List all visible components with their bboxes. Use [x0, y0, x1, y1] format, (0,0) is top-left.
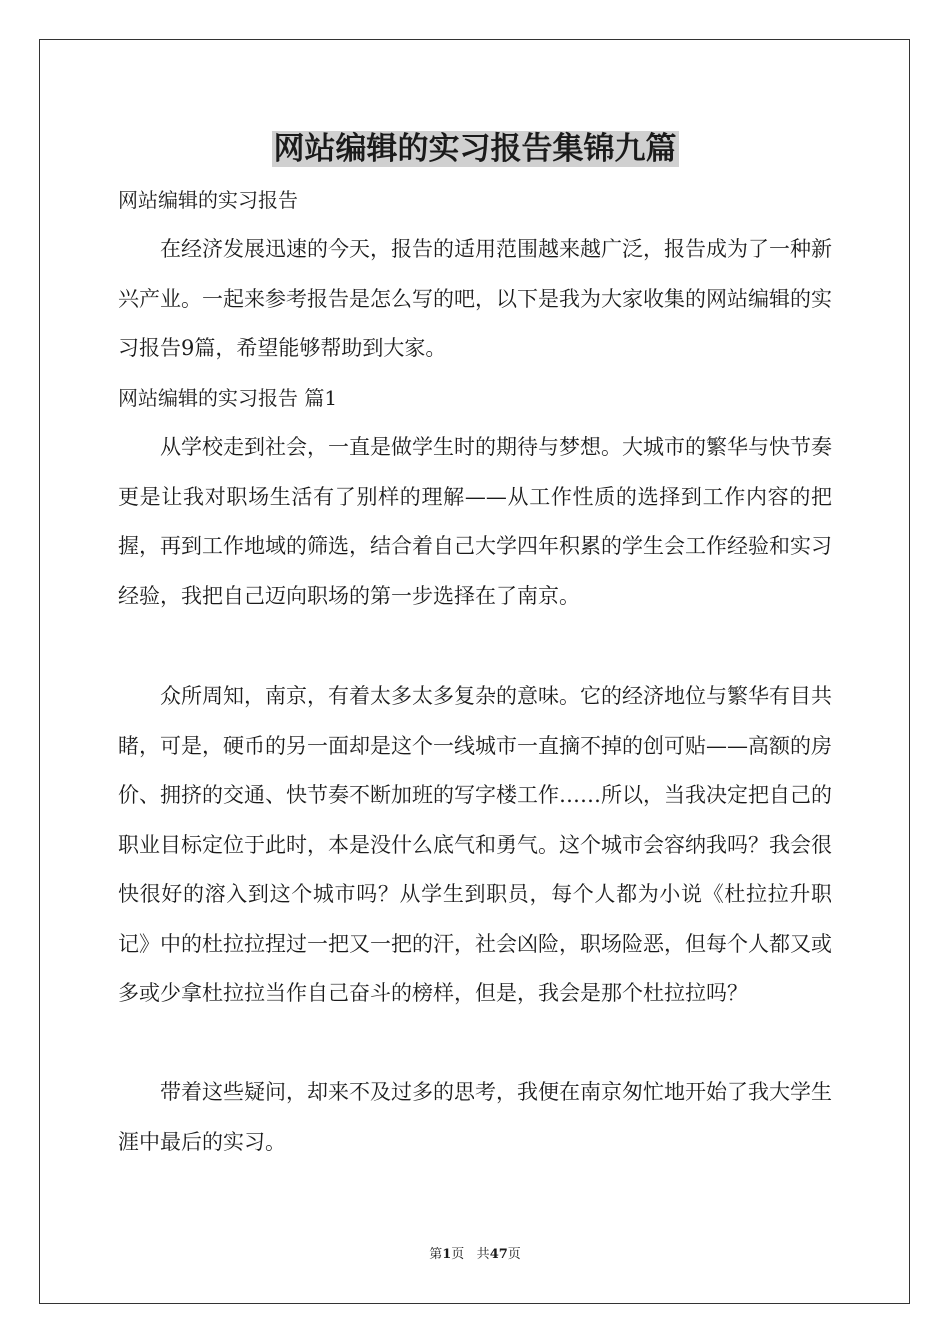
section-heading: 网站编辑的实习报告 篇1 [118, 386, 338, 410]
body-paragraph-1: 从学校走到社会，一直是做学生时的期待与梦想。大城市的繁华与快节奏更是让我对职场生活有了别样的理解——从工作性质的选择到工作内容的把握，再到工作地域的筛选，结合着自己大学四年积累的学生会工作经验和实习经验，我把自己迈向职场的第一步选择在了南京。 [118, 435, 832, 608]
intro-paragraph: 在经济发展迅速的今天，报告的适用范围越来越广泛，报告成为了一种新兴产业。一起来参考报告是怎么写的吧，以下是我为大家收集的网站编辑的实习报告9篇，希望能够帮助到大家。 [118, 237, 832, 360]
footer-total-pages: 47 [489, 1247, 508, 1262]
document-title [0, 127, 950, 171]
document-title-text: 网站编辑的实习报告集锦九篇 [273, 131, 677, 167]
document-subtitle: 网站编辑的实习报告 [118, 188, 298, 212]
footer-page-prefix: 第 [429, 1247, 443, 1262]
footer-total-suffix: 页 [507, 1247, 521, 1262]
footer-page-suffix: 页 [451, 1247, 465, 1262]
page-footer [0, 1246, 950, 1264]
body-paragraph-2: 众所周知，南京，有着太多太多复杂的意味。它的经济地位与繁华有目共睹，可是，硬币的另一面却是这个一线城市一直摘不掉的创可贴——高额的房价、拥挤的交通、快节奏不断加班的写字楼工作……所以，当我决定把自己的职业目标定位于此时，本是没什么底气和勇气。这个城市会容纳我吗？我会很快很好的溶入到这个城市吗？从学生到职员，每个人都为小说《杜拉拉升职记》中的杜拉拉捏过一把又一把的汗，社会凶险，职场险恶，但每个人都又或多或少拿杜拉拉当作自己奋斗的榜样，但是，我会是那个杜拉拉吗？ [118, 684, 832, 1005]
footer-total-prefix: 共 [476, 1247, 490, 1262]
footer-page-number: 1 [442, 1247, 452, 1262]
body-paragraph-3: 带着这些疑问，却来不及过多的思考，我便在南京匆忙地开始了我大学生涯中最后的实习。 [118, 1080, 832, 1154]
